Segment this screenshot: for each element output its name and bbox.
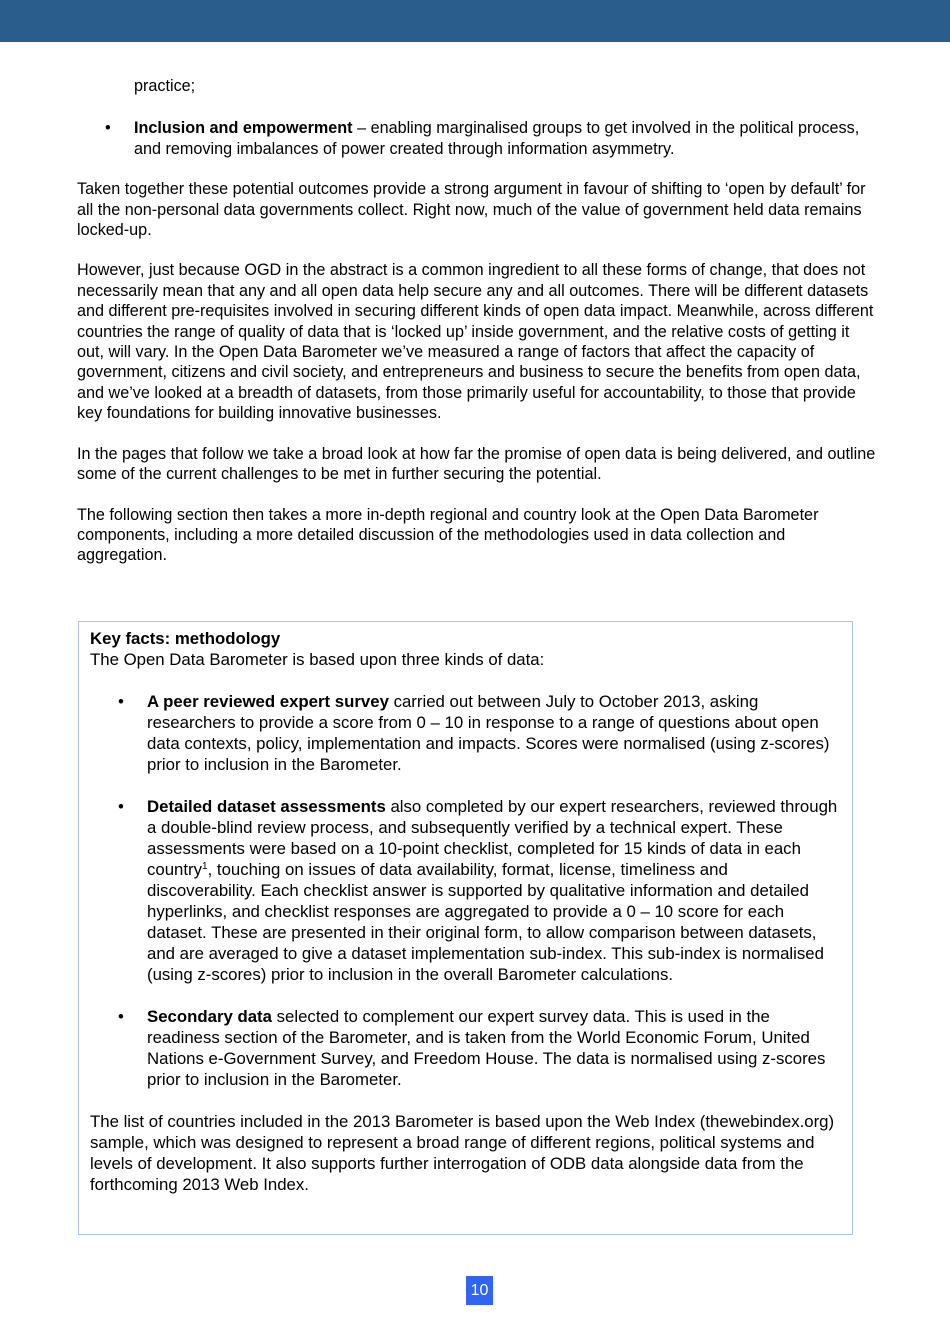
key-facts-title-text: Key facts: methodology: [90, 629, 281, 648]
item-heading: A peer reviewed expert survey: [147, 692, 389, 711]
continued-fragment: practice;: [134, 77, 196, 95]
data-kind-expert-survey: [90, 691, 841, 775]
paragraph-following-section: The following section then takes a more in-depth regional and country look at the Open Data Barometer components, including a more detailed discussion of the methodologies used in data collection and aggregation.: [77, 505, 819, 565]
paragraph-open-by-default: Taken together these potential outcomes provide a strong argument in favour of shifting to ‘open by default’ for all the non-personal data governments collect. Right now, much of the value of government held data remains locked-up.: [77, 180, 866, 240]
spacer: [90, 1090, 841, 1111]
paragraph-however: However, just because OGD in the abstract is a common ingredient to all these forms of change, that does not necessarily mean that any and all open data help secure any and all outcomes. There will be different datasets and different pre-requisites involved in securing different kinds of open data impact. Meanwhile, across different countries the range of quality of data that is ‘locked up’ inside government, and the relative costs of getting it out, will vary. In the Open Data Barometer we’ve measured a range of factors that affect the capacity of government, citizens and civil society, and entrepreneurs and business to secure the benefits from open data, and we’ve looked at a breadth of datasets, from those primarily useful for accountability, to those that provide key foundations for building innovative businesses.: [77, 261, 874, 423]
bullet-icon: •: [118, 797, 124, 816]
bullet-icon: •: [105, 119, 111, 138]
item-text: carried out between July to October 2013, asking researchers to provide a score from 0 – 10 in response to a range of questions about open data contexts, policy, implementation and impacts. Scores were normalised (using z-scores) prior to inclusion in the Barometer.: [147, 692, 830, 774]
item-heading: Secondary data: [147, 1007, 272, 1026]
bullet-heading: Inclusion and empowerment: [134, 119, 353, 138]
page-number: 10: [466, 1276, 493, 1305]
item-text: selected to complement our expert survey data. This is used in the readiness section of the Barometer, and is taken from the World Economic Forum, United Nations e-Government Survey, and Freedom House. The data is normalised using z-scores prior to inclusion in the Barometer.: [147, 1007, 826, 1089]
data-kinds-list: [90, 691, 841, 1090]
key-facts-intro: The Open Data Barometer is based upon three kinds of data:: [90, 650, 545, 669]
key-facts-closing: The list of countries included in the 2013 Barometer is based upon the Web Index (thewebindex.org) sample, which was designed to represent a broad range of different regions, political systems and levels of development. It also supports further interrogation of ODB data alongside data from the forthcoming 2013 Web Index.: [90, 1112, 835, 1194]
footnote-reference[interactable]: 1: [202, 861, 208, 872]
bullet-text: – enabling marginalised groups to get involved in the political process, and removing imbalances of power created through information asymmetry.: [134, 119, 860, 158]
bullet-icon: •: [118, 1007, 124, 1026]
bullet-icon: •: [118, 692, 124, 711]
spacer: [90, 985, 841, 1006]
spacer: [77, 240, 877, 260]
outcome-bullet-list: [77, 118, 877, 159]
item-text-before-footnote: also completed by our expert researchers, reviewed through a double-blind review process, and subsequently verified by a technical expert. These assessments were based on a 10-point checklist, completed for 15 kinds of data in each country: [147, 797, 838, 879]
item-text-after-footnote: , touching on issues of data availability, format, license, timeliness and discoverability. Each checklist answer is supported by qualitative information and detailed hyperlinks, and checklist responses are aggregated to provide a 0 – 10 score for each dataset. These are presented in their original form, to allow comparison between datasets, and are averaged to give a dataset implementation sub-index. This sub-index is normalised (using z-scores) prior to inclusion in the overall Barometer calculations.: [147, 860, 824, 984]
item-heading: Detailed dataset assessments: [147, 797, 386, 816]
paragraph-pages-follow: In the pages that follow we take a broad look at how far the promise of open data is being delivered, and outline some of the current challenges to be met in further securing the potential.: [77, 444, 876, 484]
spacer: [90, 670, 841, 691]
data-kind-dataset-assessments: [90, 796, 841, 985]
key-facts-box: [78, 621, 853, 1235]
data-kind-secondary-data: [90, 1006, 841, 1090]
spacer: [77, 96, 877, 118]
spacer: [90, 775, 841, 796]
spacer: [77, 424, 877, 444]
spacer: [77, 485, 877, 505]
main-content: [77, 76, 877, 566]
header-band: [0, 0, 950, 42]
spacer: [77, 159, 877, 179]
key-facts-title: [90, 628, 841, 649]
bullet-inclusion-empowerment: [77, 118, 877, 159]
